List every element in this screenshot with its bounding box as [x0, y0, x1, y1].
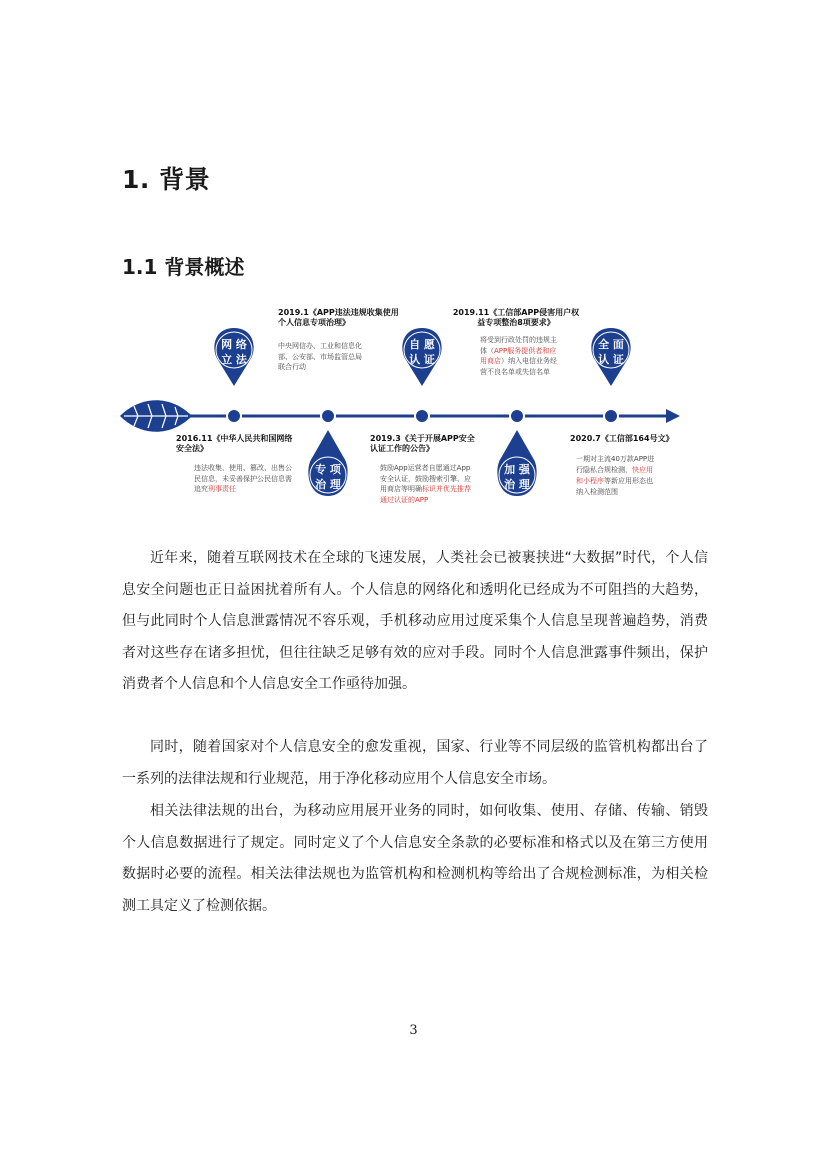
pin-bottom-2-line2: 治 理: [504, 478, 530, 491]
paragraph-1: 近年来，随着互联网技术在全球的飞速发展，人类社会已被裹挟进“大数据”时代，个人信息安全问题也正日益困扰着所有人。个人信息的网络化和透明化已经成为不可阻挡的大趋势，但与此同时个人信息泄露情况不容乐观，手机移动应用过度采集个人信息呈现普遍趋势，消费者对这些存在诸多担忧，但往往缺乏足够有效的应对手段。同时个人信息泄露事件频出，保护消费者个人信息和个人信息安全工作亟待加强。: [122, 550, 708, 692]
event-title: 2019.3《关于开展APP安全认证工作的公告》: [370, 434, 475, 454]
paragraph-2: 同时，随着国家对个人信息安全的愈发重视，国家、行业等不同层级的监管机构都出台了一系列的法律法规和行业规范，用于净化移动应用个人信息安全市场。: [122, 739, 708, 787]
timeline-figure: [118, 300, 688, 540]
event-desc: 中央网信办、工业和信息化部、公安部、市场监管总局联合行动: [278, 341, 362, 372]
page-number: 3: [409, 1023, 418, 1038]
pin-top-3-line2: 认 证: [598, 353, 624, 366]
event-title: 2019.1《APP违法违规收集使用个人信息专项治理》: [278, 308, 399, 328]
heading-2: 1.1 背景概述: [122, 255, 245, 279]
pin-top-3-line1: 全 面: [598, 338, 624, 351]
event-2019-11: [452, 308, 580, 378]
event-2016-11: [176, 434, 294, 495]
arrow-head-icon: [666, 409, 680, 423]
event-desc: 鼓励App运营者自愿通过App安全认证，鼓励搜索引擎、应用商店等明确标识并优先推荐通过认证的APP: [380, 463, 471, 505]
event-title: 2019.11《工信部APP侵害用户权益专项整治8项要求》: [452, 308, 580, 328]
event-2019-1: [278, 308, 400, 373]
pin-top-2-line1: 自 愿: [409, 338, 435, 351]
event-2020-7: [570, 434, 674, 498]
event-title: 2016.11《中华人民共和国网络安全法》: [176, 434, 293, 454]
event-desc: 将受到行政处罚的违规主体（APP服务提供者和应用商店）纳入电信业务经营不良名单或失信名单: [480, 335, 557, 377]
pin-bottom-1-line1: 专 项: [315, 463, 341, 476]
event-desc: 一期对主流40万款APP进行隐私合规检测，快应用和小程序等新应用形态也纳入检测范围: [576, 455, 655, 496]
heading-1: 1. 背景: [122, 165, 211, 194]
pin-top-2-line2: 认 证: [409, 353, 435, 366]
pin-bottom-1-line2: 治 理: [315, 478, 341, 491]
event-desc: 违法收集、使用、篡改、出售公民信息，未妥善保护公民信息需追究刑事责任: [194, 463, 292, 494]
event-2019-3: [370, 434, 482, 506]
pin-bottom-2-line1: 加 强: [504, 463, 530, 476]
pin-top-1-line1: 网 络: [221, 338, 247, 351]
paragraph-3: 相关法律法规的出台，为移动应用展开业务的同时，如何收集、使用、存储、传输、销毁个人信息数据进行了规定。同时定义了个人信息安全条款的必要标准和格式以及在第三方使用数据时必要的流程。相关法律法规也为监管机构和检测机构等给出了合规检测标准，为相关检测工具定义了检测依据。: [122, 803, 708, 914]
event-title: 2020.7《工信部164号文》: [570, 434, 674, 443]
pin-top-1-line2: 立 法: [221, 353, 247, 366]
